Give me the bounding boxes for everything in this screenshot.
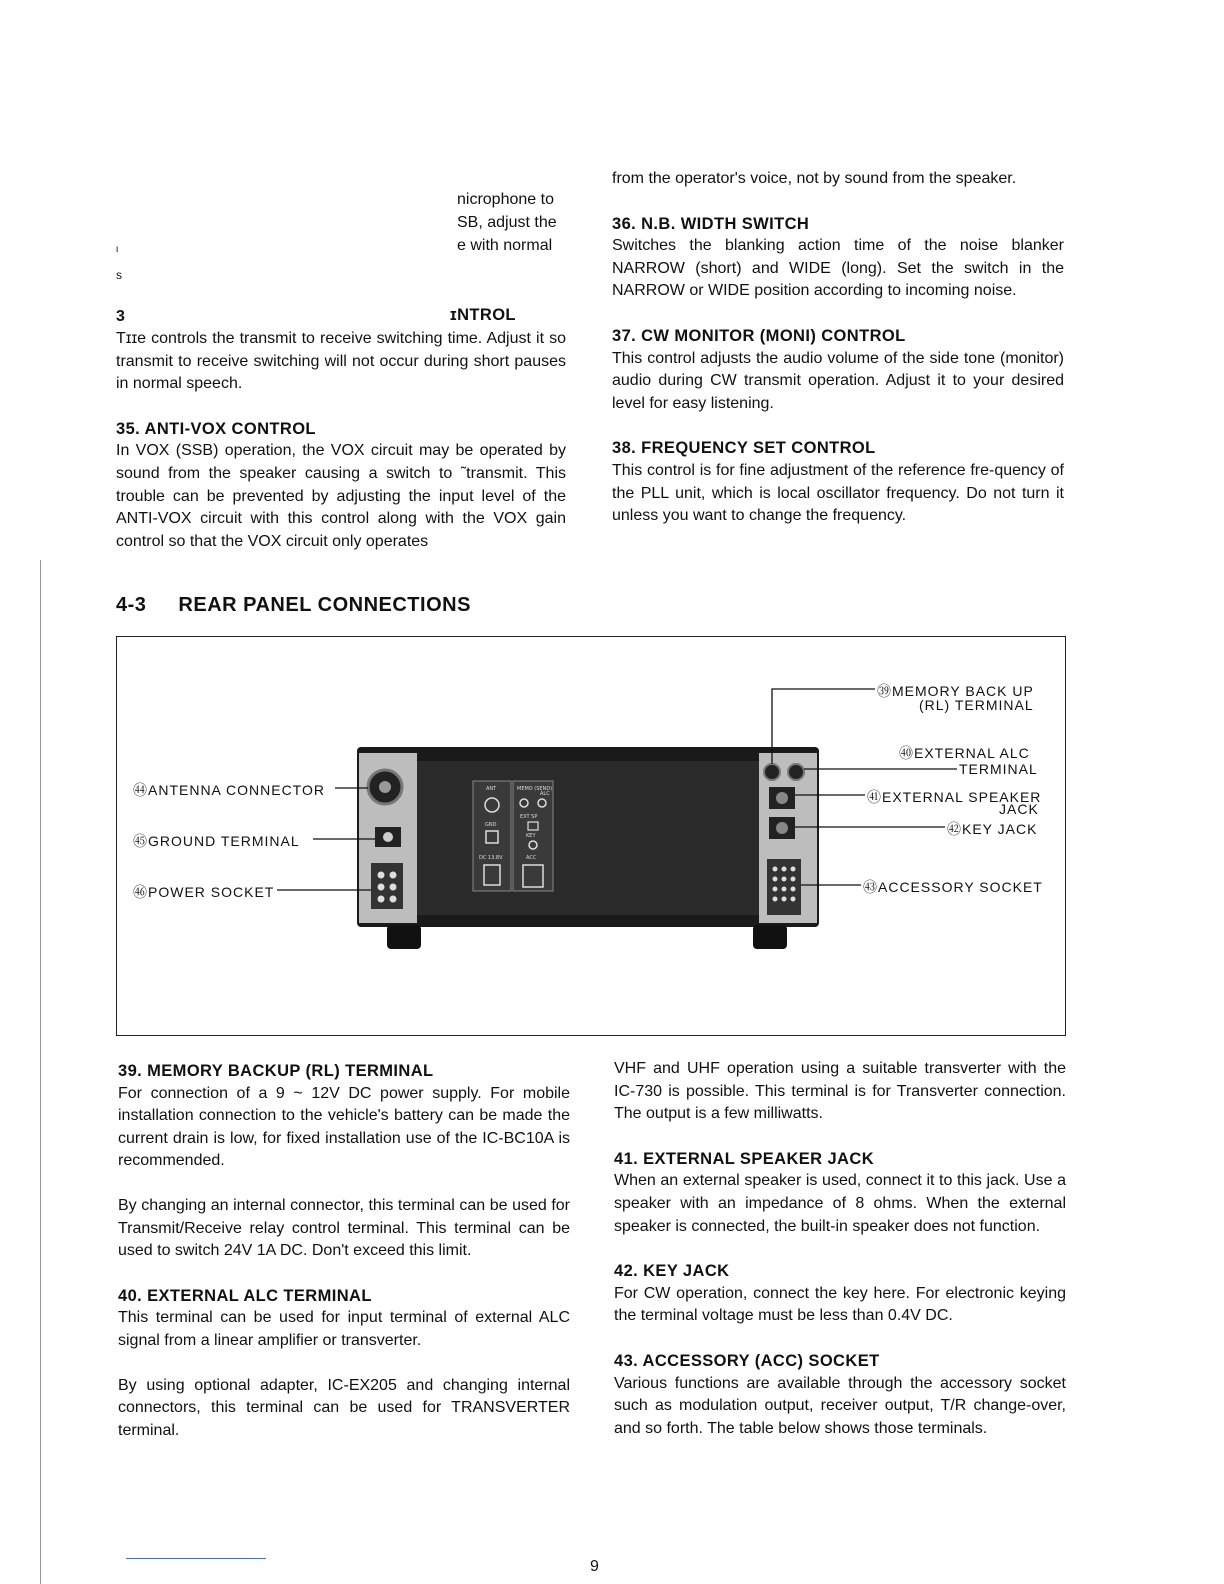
foot-right — [753, 925, 787, 949]
acc-pin — [773, 877, 778, 882]
power-pin — [390, 896, 397, 903]
bottom-left-column — [118, 1060, 570, 1442]
paragraph-43: Various functions are available through the accessory socket such as modulation output, receiver output, T/R change-over, and so forth. The table below shows those terminals. — [614, 1374, 1066, 1437]
label-41-line2: JACK — [999, 801, 1039, 817]
section-heading: REAR PANEL CONNECTIONS — [178, 594, 471, 616]
fragment-mark: ι — [116, 244, 119, 255]
heading-37: 37. CW MONITOR (MONI) CONTROL — [612, 326, 906, 345]
paragraph-40c: VHF and UHF operation using a suitable transverter with the IC-730 is possible. This terminal is for Transverter connection. The output is a few milliwatts. — [614, 1060, 1066, 1123]
footnote-rule — [126, 1558, 266, 1559]
bottom-right-column — [614, 1058, 1066, 1440]
acc-pin — [782, 887, 787, 892]
memory-backup-terminal-graphic — [764, 764, 780, 780]
heading-43: 43. ACCESSORY (ACC) SOCKET — [614, 1351, 880, 1370]
label-43: ㊸ACCESSORY SOCKET — [863, 879, 1043, 895]
paragraph-39a: For connection of a 9 ~ 12V DC power supply. For mobile installation connection to the vehicle's battery can be made the current drain is low, for fixed installation use of the IC-BC10A is recommended. — [118, 1084, 570, 1170]
heading-36: 36. N.B. WIDTH SWITCH — [612, 214, 810, 233]
key-jack-hole — [776, 822, 788, 834]
paragraph-37: This control adjusts the audio volume of the side tone (monitor) audio during CW transmit operation. Adjust it to your desired level for easy listening. — [612, 349, 1064, 412]
paragraph-35-continued: from the operator's voice, not by sound from the speaker. — [612, 170, 1017, 187]
panel-label-ant: ANT — [486, 786, 497, 792]
fragment-line: SB, adjust the — [457, 214, 557, 231]
paragraph-42: For CW operation, connect the key here. For electronic keying the terminal voltage must be less than 0.4V DC. — [614, 1284, 1066, 1325]
power-pin — [378, 872, 385, 879]
panel-label-dc: DC 13.8V — [479, 855, 503, 861]
label-39-line1: ㊴MEMORY BACK UP — [877, 683, 1034, 699]
panel-label-alc: ALC — [540, 791, 550, 797]
heading-41: 41. EXTERNAL SPEAKER JACK — [614, 1149, 875, 1168]
fragment-heading-tail: ɪNTROL — [450, 306, 516, 324]
power-pin — [390, 884, 397, 891]
speaker-jack-hole — [776, 792, 788, 804]
acc-pin — [791, 897, 796, 902]
paragraph-35: In VOX (SSB) operation, the VOX circuit may be operated by sound from the speaker causing a switch to ˜transmit. This trouble can be prevented by adjusting the input level of the ANTI-VOX circuit with this control along with the VOX gain control so that the VOX circuit only operates — [116, 442, 566, 550]
paragraph-34: Tɪɪe controls the transmit to receive switching time. Adjust it so transmit to receive switching will not occur during short pauses in normal speech. — [116, 330, 566, 393]
top-left-column — [116, 328, 566, 553]
acc-pin — [773, 887, 778, 892]
top-right-column — [612, 168, 1064, 528]
section-number: 4-3 — [116, 594, 147, 616]
heading-39: 39. MEMORY BACKUP (RL) TERMINAL — [118, 1062, 434, 1080]
fragment-mark: s — [116, 268, 122, 282]
acc-pin — [791, 867, 796, 872]
paragraph-36: Switches the blanking action time of the noise blanker NARROW (short) and WIDE (long). Set the switch in the NARROW or WIDE position according to incoming noise. — [612, 237, 1064, 300]
paragraph-39b: By changing an internal connector, this terminal can be used for Transmit/Receive relay control terminal. This terminal can be used to switch 24V 1A DC. Don't exceed this limit. — [118, 1196, 570, 1260]
label-40-line1: ㊵EXTERNAL ALC — [899, 745, 1030, 761]
paragraph-38: This control is for fine adjustment of the reference fre-quency of the PLL unit, which is local oscillator frequency. Do not turn it unless you want to change the frequency. — [612, 461, 1064, 525]
label-41-line1: ㊶EXTERNAL SPEAKER — [867, 789, 1042, 805]
power-pin — [378, 896, 385, 903]
power-socket-graphic — [371, 863, 403, 909]
acc-pin — [782, 897, 787, 902]
left-margin-rule — [40, 560, 41, 1584]
panel-label-extsp: EXT SP — [520, 814, 538, 820]
paragraph-40a: This terminal can be used for input terminal of external ALC signal from a linear amplifier or transverter. — [118, 1309, 570, 1349]
acc-pin — [782, 867, 787, 872]
heading-38: 38. FREQUENCY SET CONTROL — [612, 439, 876, 458]
acc-pin — [782, 877, 787, 882]
section-title — [116, 594, 471, 617]
page-number: 9 — [590, 1558, 599, 1575]
chassis-panel — [373, 761, 803, 915]
alc-terminal-graphic — [788, 764, 804, 780]
rear-panel-diagram — [116, 636, 1066, 1036]
paragraph-41: When an external speaker is used, connect it to this jack. Use a speaker with an impedance of 8 ohms. When the external speaker is connected, the built-in speaker does not function. — [614, 1172, 1066, 1235]
antenna-connector-center — [379, 781, 391, 793]
paragraph-40b: By using optional adapter, IC-EX205 and changing internal connectors, this terminal can be used for TRANSVERTER terminal. — [118, 1376, 570, 1439]
label-45: ㊺GROUND TERMINAL — [133, 833, 300, 849]
power-pin — [390, 872, 397, 879]
panel-label-memo: MEMO (SEND) — [517, 786, 553, 792]
fragment-line: e with normal — [457, 237, 553, 254]
panel-label-gnd: GND — [485, 822, 497, 828]
acc-pin — [773, 867, 778, 872]
fragment-line: nicrophone to — [457, 191, 554, 208]
fragment-heading-number: 3 — [116, 308, 125, 325]
heading-42: 42. KEY JACK — [614, 1262, 730, 1281]
ground-terminal-screw — [383, 832, 393, 842]
acc-pin — [773, 897, 778, 902]
heading-40: 40. EXTERNAL ALC TERMINAL — [118, 1286, 372, 1305]
label-40-line2: TERMINAL — [959, 761, 1038, 777]
label-39-line2: (RL) TERMINAL — [919, 697, 1034, 713]
heading-35: 35. ANTI-VOX CONTROL — [116, 419, 316, 438]
acc-pin — [791, 887, 796, 892]
foot-left — [387, 925, 421, 949]
acc-pin — [791, 877, 796, 882]
panel-label-acc: ACC — [526, 855, 537, 861]
label-46: ㊻POWER SOCKET — [133, 884, 275, 900]
label-42: ㊷KEY JACK — [947, 821, 1038, 837]
power-pin — [378, 884, 385, 891]
label-44: ㊹ANTENNA CONNECTOR — [133, 782, 325, 798]
panel-label-key: KEY — [526, 833, 536, 839]
